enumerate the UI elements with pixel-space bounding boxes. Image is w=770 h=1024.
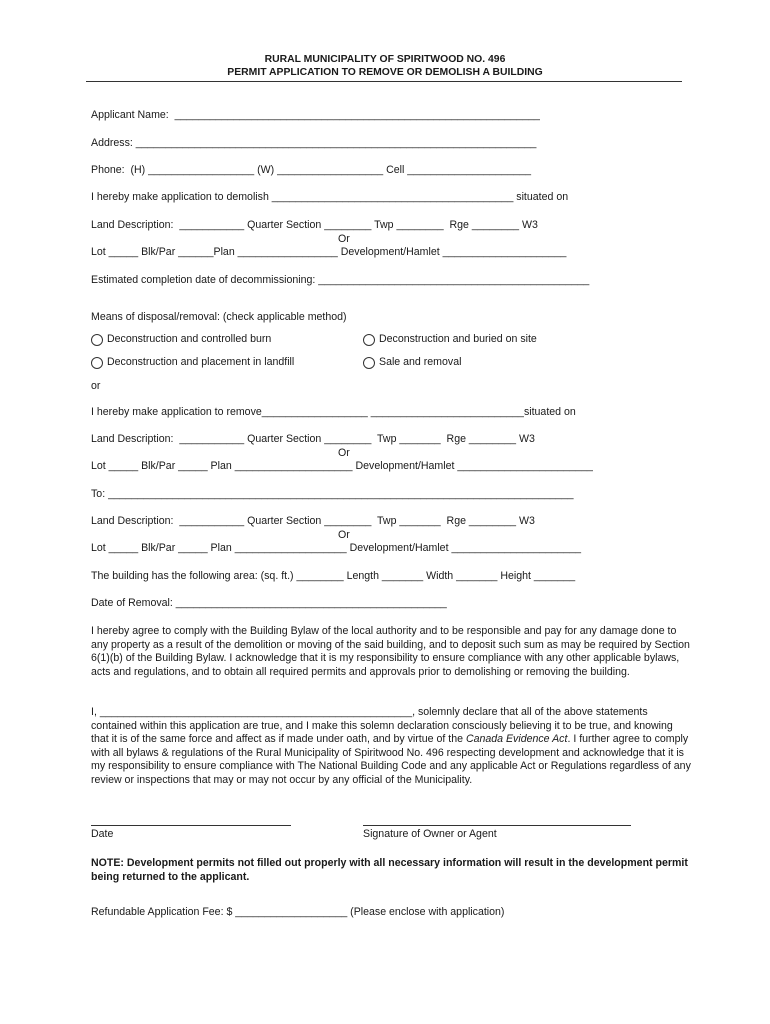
address-field[interactable]: Address: ____________________________________________________________________ bbox=[91, 137, 537, 149]
act-name: Canada Evidence Act bbox=[465, 733, 568, 746]
disposal-heading: Means of disposal/removal: (check applicable method) bbox=[91, 311, 347, 323]
phone-field[interactable]: Phone: (H) __________________ (W) __________________ Cell _____________________ bbox=[91, 164, 532, 176]
land-description-demolish[interactable]: Land Description: ___________ Quarter Section ________ Twp ________ Rge ________ W3 bbox=[91, 219, 538, 231]
municipality-title: RURAL MUNICIPALITY OF SPIRITWOOD NO. 496 bbox=[264, 54, 506, 65]
land-description-remove[interactable]: Land Description: ___________ Quarter Section ________ Twp _______ Rge ________ W3 bbox=[91, 433, 535, 445]
lot-remove[interactable]: Lot _____ Blk/Par _____ Plan ____________________ Development/Hamlet _______________________ bbox=[91, 460, 593, 472]
note-paragraph: NOTE: Development permits not filled out properly with all necessary information will result in the development permit being returned to the applicant. bbox=[91, 857, 688, 883]
option-buried-on-site[interactable]: Deconstruction and buried on site bbox=[363, 333, 537, 346]
option-sale-and-removal[interactable]: Sale and removal bbox=[363, 356, 461, 369]
application-fee-field[interactable]: Refundable Application Fee: $ ___________________ (Please enclose with application) bbox=[91, 906, 505, 918]
land-description-to[interactable]: Land Description: ___________ Quarter Section ________ Twp _______ Rge ________ W3 bbox=[91, 515, 535, 527]
or-separator: or bbox=[91, 380, 101, 392]
radio-circle-icon[interactable] bbox=[363, 357, 375, 369]
area-field[interactable]: The building has the following area: (sq. ft.) ________ Length _______ Width _______ Height _______ bbox=[91, 570, 576, 582]
form-title: PERMIT APPLICATION TO REMOVE OR DEMOLISH A BUILDING bbox=[227, 67, 543, 78]
signature-label: Signature of Owner or Agent bbox=[363, 828, 497, 840]
lot-demolish[interactable]: Lot _____ Blk/Par ______Plan _________________ Development/Hamlet _____________________ bbox=[91, 246, 567, 258]
or-label: Or bbox=[338, 447, 350, 459]
owner-signature-line[interactable] bbox=[363, 825, 631, 826]
completion-date-field[interactable]: Estimated completion date of decommissioning: ______________________________________________ bbox=[91, 274, 590, 286]
radio-circle-icon[interactable] bbox=[91, 357, 103, 369]
option-landfill[interactable]: Deconstruction and placement in landfill bbox=[91, 356, 294, 369]
applicant-name-field[interactable]: Applicant Name: ______________________________________________________________ bbox=[91, 109, 540, 121]
to-field[interactable]: To: _______________________________________________________________________________ bbox=[91, 488, 574, 500]
or-label: Or bbox=[338, 233, 350, 245]
demolish-field[interactable]: I hereby make application to demolish _________________________________________ situated on bbox=[91, 191, 569, 203]
radio-circle-icon[interactable] bbox=[91, 334, 103, 346]
remove-field[interactable]: I hereby make application to remove__________________ __________________________situated on bbox=[91, 406, 576, 418]
header-divider bbox=[86, 81, 682, 82]
declaration-paragraph: I, _____________________________________________________, solemnly declare that all of the above statements contained within this application are true, and I make this solemn declaration consciously believing it to be true, and knowing that it is of the same force and affect as if made under oath, and by virtue of the Canada Evidence Act. I further agree to comply with all bylaws & regulations of the Rural Municipality of Spiritwood No. 496 respecting development and acknowledge that it is my responsibility to ensure compliance with The National Building Code and any applicable Act or Regulations regardless of any review or inspections that may or may not occur by any official of the Municipality. bbox=[91, 706, 691, 786]
lot-to[interactable]: Lot _____ Blk/Par _____ Plan ___________________ Development/Hamlet ______________________ bbox=[91, 542, 582, 554]
option-controlled-burn[interactable]: Deconstruction and controlled burn bbox=[91, 333, 271, 346]
date-label: Date bbox=[91, 828, 114, 840]
radio-circle-icon[interactable] bbox=[363, 334, 375, 346]
date-signature-line[interactable] bbox=[91, 825, 291, 826]
agreement-paragraph: I hereby agree to comply with the Building Bylaw of the local authority and to be responsible and pay for any damage done to any property as a result of the demolition or moving of the said building, and to deposit such sum as may be required by Section 6(1)(b) of the Building Bylaw. I acknowledge that it is my responsibility to ensure compliance with any other applicable bylaws, acts and regulations, and to obtain all required permits and approvals prior to demolishing or removing the building. bbox=[91, 625, 690, 678]
removal-date-field[interactable]: Date of Removal: ______________________________________________ bbox=[91, 597, 447, 609]
or-label: Or bbox=[338, 529, 350, 541]
